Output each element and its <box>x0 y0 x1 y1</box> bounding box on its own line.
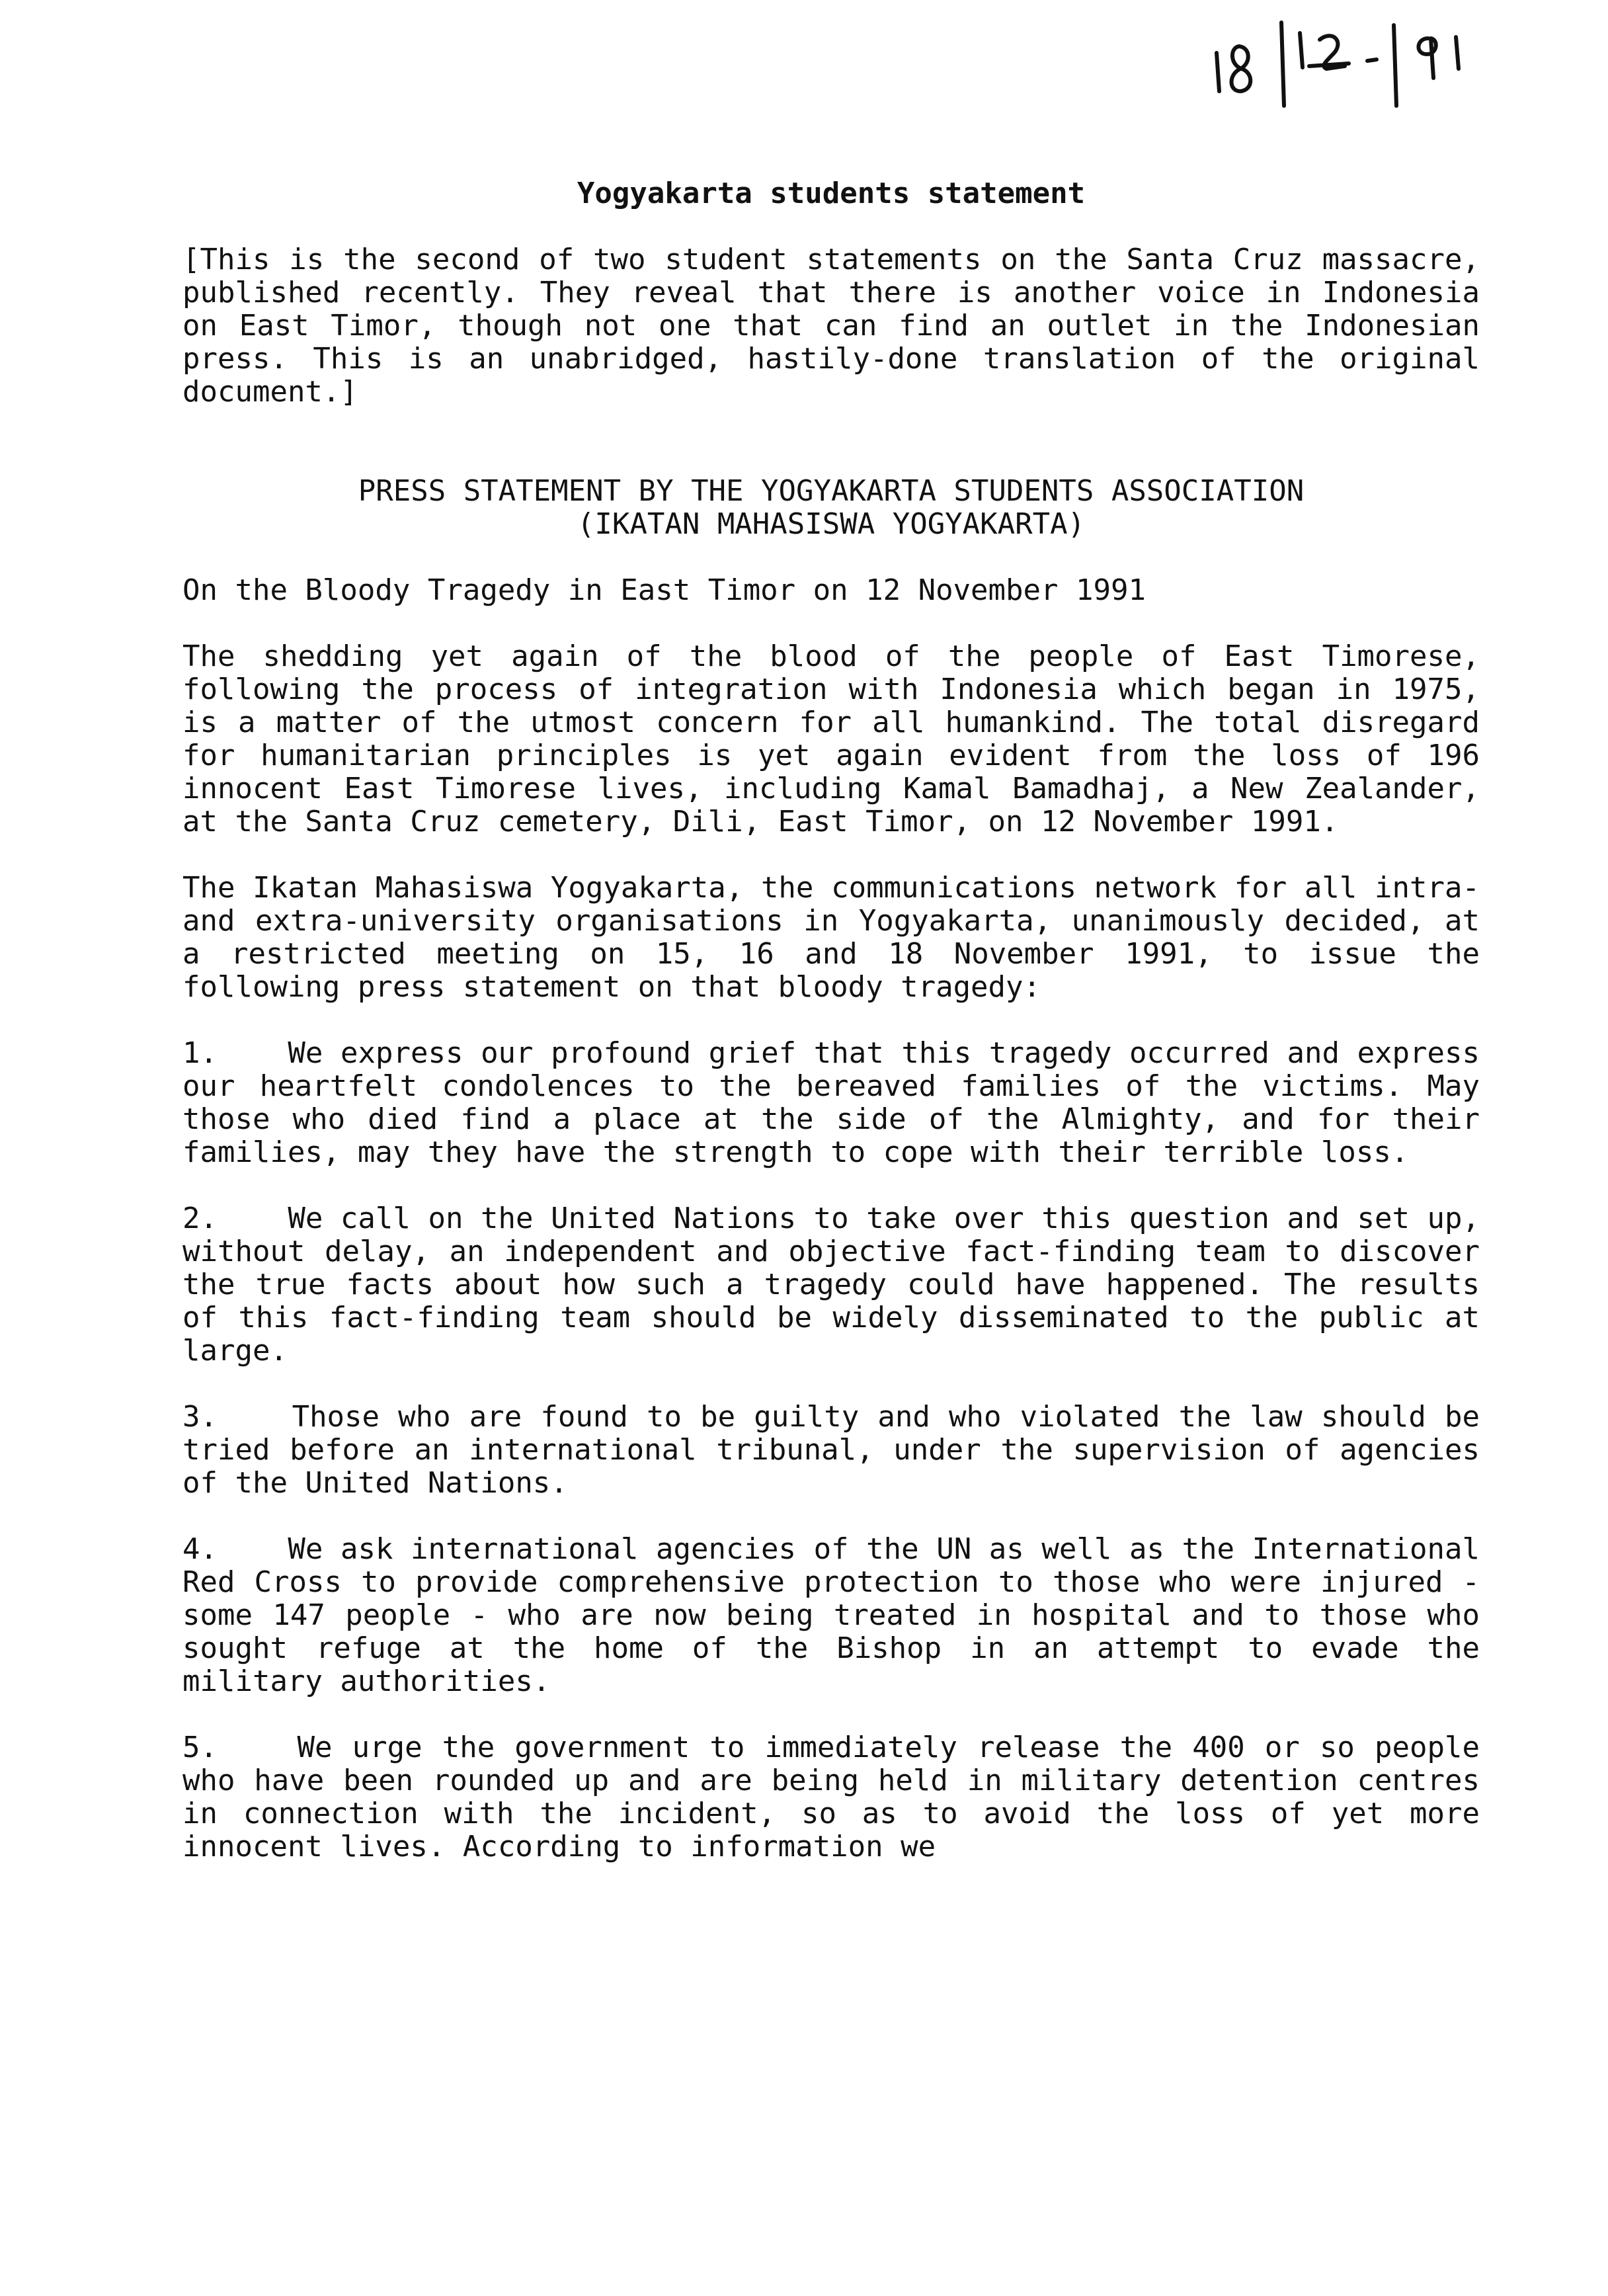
heading-line-1: PRESS STATEMENT BY THE YOGYAKARTA STUDENTS ASSOCIATION <box>358 474 1305 508</box>
statement-subtitle: On the Bloody Tragedy in East Timor on 12 November 1991 <box>182 573 1146 607</box>
paragraph-1: The shedding yet again of the blood of the people of East Timorese, following the process of integration with Indonesia which began in 1975, is a matter of the utmost concern for all humankind. The total disregard for humanitarian principles is yet again evident from the loss of 196 innocent East Timorese lives, including Kamal Bamadhaj, a New Zealander, at the Santa Cruz cemetery, Dili, East Timor, on 12 November 1991. <box>182 639 1480 839</box>
document-body <box>182 177 1498 1864</box>
document-title: Yogyakarta students statement <box>577 177 1086 210</box>
heading-line-2: (IKATAN MAHASISWA YOGYAKARTA) <box>577 507 1086 541</box>
paragraph-2: The Ikatan Mahasiswa Yogyakarta, the communications network for all intra- and extra-university organisations in Yogyakarta, unanimously decided, at a restricted meeting on 15, 16 and 18 November 1991, to issue the following press statement on that bloody tragedy: <box>182 871 1480 1004</box>
handwritten-date-annotation <box>1210 13 1514 112</box>
point-3: 3. Those who are found to be guilty and who violated the law should be tried before an international tribunal, under the supervision of agencies of the United Nations. <box>182 1400 1498 1500</box>
press-statement-heading <box>182 475 1480 541</box>
point-5: 5. We urge the government to immediately release the 400 or so people who have been rounded up and are being held in military detention centres in connection with the incident, so as to avoid the loss of yet more innocent lives. According to information we <box>182 1731 1498 1864</box>
point-1: 1. We express our profound grief that this tragedy occurred and express our heartfelt condolences to the bereaved families of the victims. May those who died find a place at the side of the Almighty, and for their families, may they have the strength to cope with their terrible loss. <box>182 1036 1498 1169</box>
point-2: 2. We call on the United Nations to take over this question and set up, without delay, an independent and objective fact-finding team to discover the true facts about how such a tragedy could have happened. The results of this fact-finding team should be widely disseminated to the public at large. <box>182 1202 1498 1368</box>
intro-paragraph: [This is the second of two student statements on the Santa Cruz massacre, published recently. They reveal that there is another voice in Indonesia on East Timor, though not one that can find an outlet in the Indonesian press. This is an unabridged, hastily-done translation of the original document.] <box>182 243 1480 409</box>
point-4: 4. We ask international agencies of the UN as well as the International Red Cross to provide comprehensive protection to those who were injured - some 147 people - who are now being treated in hospital and to those who sought refuge at the home of the Bishop in an attempt to evade the military authorities. <box>182 1532 1498 1698</box>
